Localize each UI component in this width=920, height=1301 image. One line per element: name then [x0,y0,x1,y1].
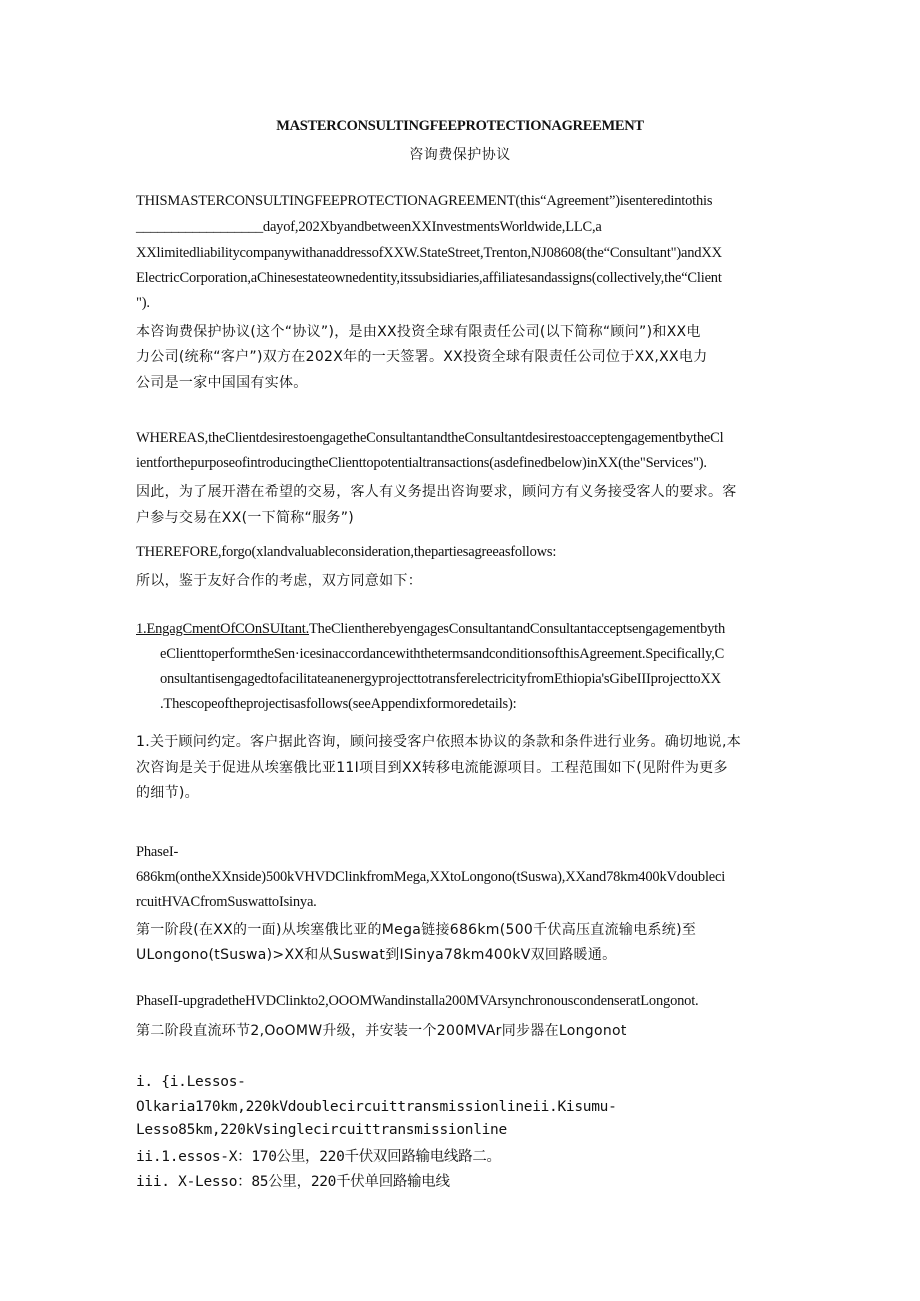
intro-en-line: __________________dayof,202XbyandbetweenXXInvestmentsWorldwide,LLC,a [136,219,602,235]
intro-en-line: "). [136,295,150,311]
section1-zh-line: 1.关于顾问约定。客户据此咨询，顾问接受客户依照本协议的条款和条件进行业务。确切地说,本 [136,734,742,750]
intro-en-line: ElectricCorporation,aChinesestateownedentity,itssubsidiaries,affiliatesandassigns(collectively,the“Client [136,270,722,286]
phase1-zh-line: ULongono(tSuswa)>XX和从Suswat到ISinya78km400kV双回路暖通。 [136,947,617,963]
section1-zh-line: 的细节)。 [136,785,199,801]
intro-zh-line: 力公司(统称“客户”)双方在202X年的一天签署。XX投资全球有限责任公司位于XX,XX电力 [136,349,708,365]
section1-line: .Thescopeoftheprojectisasfollows(seeAppendixformoredetails): [160,696,517,712]
list-line: ii.1.essos-X：170公里，220千伏双回路输电线路二。 [136,1149,501,1165]
list-line: Lesso85km,220kVsinglecircuittransmissionline [136,1122,507,1138]
section1-heading: 1.EngagCmentOfCOnSUItant. [136,621,310,637]
phase1-zh-line: 第一阶段(在XX的一面)从埃塞俄比亚的Mega链接686km(500千伏高压直流输电系统)至 [136,922,697,938]
phase2-en: PhaseII-upgradetheHVDClinkto2,OOOMWandinstalla200MVArsynchronouscondenseratLongonot. [136,993,699,1009]
intro-zh-line: 本咨询费保护协议(这个“协议”)，是由XX投资全球有限责任公司(以下简称“顾问”)和XX电 [136,324,701,340]
list-line: Olkaria170km,220kVdoublecircuittransmissionlineii.Kisumu- [136,1099,617,1115]
therefore-en: THEREFORE,forgo(xlandvaluableconsideration,thepartiesagreeasfollows: [136,544,557,560]
whereas-zh-line: 户参与交易在XX(一下简称“服务”) [136,510,355,526]
intro-en-line: XXlimitedliabilitycompanywithanaddressofXXW.StateStreet,Trenton,NJ08608(the“Consultant")andXX [136,245,722,261]
section1-line: eClienttoperformtheSen·icesinaccordancewiththetermsandconditionsofthisAgreement.Specifically,C [160,646,725,662]
whereas-en-line: WHEREAS,theClientdesirestoengagetheConsultantandtheConsultantdesirestoacceptengagementbytheCl [136,430,724,446]
document-title-zh: 咨询费保护协议 [409,147,511,163]
therefore-zh: 所以，鉴于友好合作的考虑，双方同意如下： [136,573,422,589]
whereas-en-line: ientforthepurposeofintroducingtheClienttopotentialtransactions(asdefinedbelow)inXX(the"Services"). [136,455,707,471]
phase2-zh: 第二阶段直流环节2,OoOMW升级，并安装一个200MVAr同步器在Longonot [136,1023,627,1039]
list-line: iii. X-Lesso：85公里，220千伏单回路输电线 [136,1174,450,1190]
document-title-en: MASTERCONSULTINGFEEPROTECTIONAGREEMENT [276,118,644,134]
phase1-en-line: 686km(ontheXXnside)500kVHVDClinkfromMega,XXtoLongono(tSuswa),XXand78km400kVdoubleci [136,869,726,885]
section1-zh-line: 次咨询是关于促进从埃塞俄比亚11I项目到XX转移电流能源项目。工程范围如下(见附件为更多 [136,760,728,776]
section1-first-line-text: TheClientherebyengagesConsultantandConsultantacceptsengagementbyth [309,621,726,637]
intro-zh-line: 公司是一家中国国有实体。 [136,375,308,391]
whereas-zh-line: 因此，为了展开潜在希望的交易，客人有义务提出咨询要求，顾问方有义务接受客人的要求。客 [136,484,737,500]
list-line: i. {i.Lessos- [136,1074,246,1090]
phase1-en-line: rcuitHVACfromSuswattoIsinya. [136,894,317,910]
section1-first-line [136,621,725,638]
section1-line: onsultantisengagedtofacilitateanenergyprojecttotransferelectricityfromEthiopia'sGibeIIIprojecttoXX [160,671,721,687]
phase1-en-line: PhaseI- [136,844,179,860]
intro-en-line: THISMASTERCONSULTINGFEEPROTECTIONAGREEMENT(this“Agreement”)isenteredintothis [136,193,713,209]
